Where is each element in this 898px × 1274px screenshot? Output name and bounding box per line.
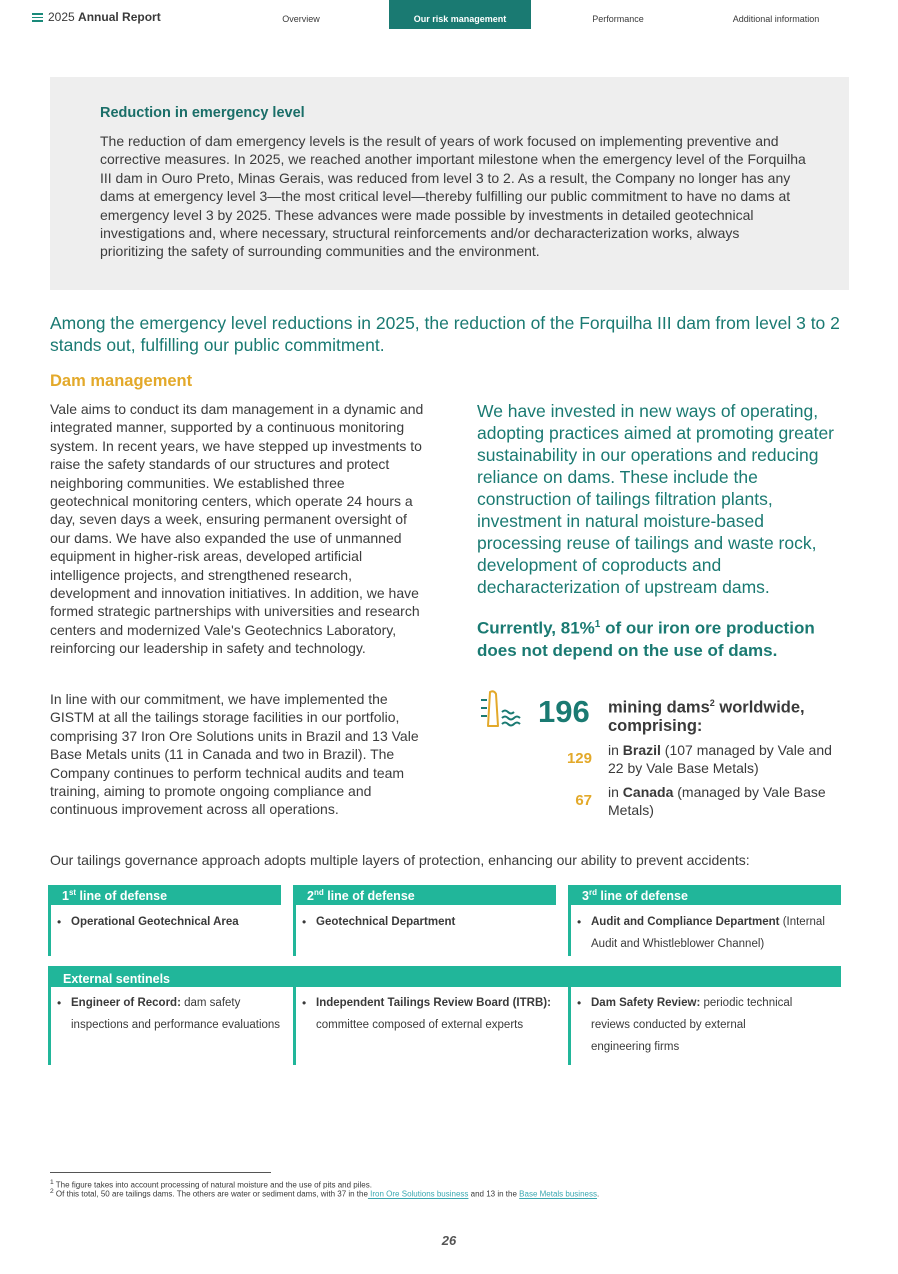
footnote-2 <box>50 1188 599 1199</box>
second-line-number: 2 <box>307 889 314 904</box>
canada-dams-label <box>608 783 848 819</box>
external-sentinels-heading: External sentinels <box>48 966 841 987</box>
brazil-prefix: in <box>608 742 623 758</box>
footnote-1-number: 1 <box>50 1179 54 1186</box>
sentinel-2-title: Independent Tailings Review Board (ITRB): <box>316 997 551 1009</box>
brazil-dams-number: 129 <box>566 750 592 767</box>
tab-our-risk-management[interactable]: Our risk management <box>389 0 531 29</box>
box-title: Reduction in emergency level <box>100 105 305 121</box>
menu-icon[interactable] <box>32 13 43 22</box>
brazil-dams-label <box>608 741 848 777</box>
governance-intro: Our tailings governance approach adopts multiple layers of protection, enhancing our ability to prevent accidents: <box>50 852 750 868</box>
footnote-ref-2: 2 <box>709 698 715 708</box>
list-item: • Geotechnical Department <box>302 911 556 933</box>
tab-overview[interactable]: Overview <box>282 14 320 24</box>
pull-quote: We have invested in new ways of operating, adopting practices aimed at promoting greater sustainability in our operations and reducing reliance on dams. These include the construction of tailings filtration plants, investment in natural moisture-based processing reuse of tailings and waste rock, development of coproducts and decharacterization of upstream dams. <box>477 401 835 597</box>
second-line-of-defense <box>293 885 556 956</box>
box-text: The reduction of dam emergency levels is the result of years of work focused on implementing preventive and corrective measures. In 2025, we reached another important milestone when the emergency level of the Forquilha III dam in Ouro Preto, Minas Gerais, was reduced from level 3 to 2. As a result, the Company no longer has any dams at emergency level 3—the most critical level—thereby fulfilling our public commitment to have no dams at emergency level 3 by 2025. These advances were made possible by investments in detailed geotechnical investigations and, where necessary, structural reinforcements and/or decharacterization works, always prioritizing the safety of surrounding communities and the environment. <box>100 133 806 260</box>
iron-ore-solutions-link[interactable]: Iron Ore Solutions business <box>367 1189 469 1199</box>
canada-dams-number: 67 <box>575 792 592 809</box>
third-line-ordinal: rd <box>588 888 597 897</box>
tab-additional-information[interactable]: Additional information <box>732 14 820 24</box>
canada-name: Canada <box>622 784 674 800</box>
iron-ore-highlight <box>477 614 849 662</box>
sentinel-3-title: Dam Safety Review: <box>591 997 701 1009</box>
brazil-name: Brazil <box>622 742 661 758</box>
brand-year: 2025 <box>48 10 75 24</box>
page-number: 26 <box>441 1233 457 1248</box>
dams-total-number: 196 <box>538 694 590 729</box>
first-line-item: Operational Geotechnical Area <box>71 916 239 928</box>
second-line-heading <box>296 885 556 905</box>
footnote-ref-1: 1 <box>594 619 601 630</box>
canada-detail: (managed by Vale Base Metals) <box>608 784 826 818</box>
footnote-divider <box>50 1172 271 1173</box>
second-line-item: Geotechnical Department <box>316 916 456 928</box>
third-line-item-detail: (Internal Audit and Whistleblower Channel) <box>591 916 825 950</box>
top-navigation <box>0 0 898 30</box>
sentinel-engineer-of-record <box>48 987 281 1065</box>
third-line-heading <box>571 885 841 905</box>
second-line-title: line of defense <box>323 889 415 904</box>
tab-performance[interactable]: Performance <box>592 14 644 24</box>
first-line-of-defense <box>48 885 281 956</box>
third-line-item-title: Audit and Compliance Department <box>591 916 780 928</box>
dam-management-paragraph-2: In line with our commitment, we have implemented the GISTM at all the tailings storage facilities in our portfolio, comprising 37 Iron Ore Solutions units in Brazil and 13 Vale Base Metals units (11 in Canada and two in Brazil). The Company continues to perform technical audits and team training, aiming to promote ongoing compliance and continuous improvement across all operations. <box>50 691 419 818</box>
sentinel-itrb <box>293 987 556 1065</box>
canada-prefix: in <box>608 784 623 800</box>
first-line-heading <box>51 885 281 905</box>
list-item: • Independent Tailings Review Board (ITRB): committee composed of external experts <box>302 996 551 1031</box>
dams-total-label-text: mining dams <box>608 698 710 717</box>
sentinel-dam-safety-review <box>568 987 808 1065</box>
list-item: • Audit and Compliance Department (Internal Audit and Whistleblower Channel) <box>577 915 825 950</box>
list-item: • Dam Safety Review: periodic technical reviews conducted by external engineering firms <box>577 996 793 1053</box>
footnote-2-text-middle: and 13 in the <box>468 1189 520 1199</box>
footnote-2-number: 2 <box>50 1188 54 1195</box>
section-title: Dam management <box>50 372 193 390</box>
list-item: • Operational Geotechnical Area <box>57 911 281 933</box>
footnote-2-text: Of this total, 50 are tailings dams. The others are water or sediment dams, with 37 in the <box>53 1189 368 1199</box>
footnote-2-text-end: . <box>596 1189 600 1199</box>
report-brand[interactable] <box>48 10 161 24</box>
dams-total-label <box>608 694 848 735</box>
second-line-ordinal: nd <box>313 888 324 897</box>
third-line-number: 3 <box>582 889 589 904</box>
first-line-title: line of defense <box>76 889 168 904</box>
dams-total-label-end: worldwide, comprising: <box>608 698 805 735</box>
first-line-number: 1 <box>62 889 69 904</box>
sentinel-1-detail: dam safety inspections and performance evaluations <box>71 997 281 1031</box>
brand-title: Annual Report <box>78 10 161 24</box>
footnote-1-text: The figure takes into account processing of natural moisture and the use of pits and piles. <box>53 1180 372 1190</box>
sentinel-3-detail: periodic technical reviews conducted by external engineering firms <box>591 997 793 1053</box>
emergency-level-box <box>50 77 849 290</box>
brazil-detail: (107 managed by Vale and 22 by Vale Base Metals) <box>608 742 832 776</box>
third-line-of-defense <box>568 885 841 956</box>
dam-management-paragraph-1: Vale aims to conduct its dam management in a dynamic and integrated manner, supported by a continuous monitoring system. In recent years, we have stepped up investments to raise the safety standards of our structures and protect neighboring communities. We established three geotechnical monitoring centers, which operate 24 hours a day, seven days a week, ensuring permanent oversight of our dams. We have also expanded the use of unmanned equipment in higher-risk areas, developed artificial intelligence projects, and strengthened research, development and innovation initiatives. In addition, we have formed strategic partnerships with universities and research centers and modernized Vale's Geotechnics Laboratory, reinforcing our leadership in safety and technology. <box>50 401 424 657</box>
first-line-ordinal: st <box>68 888 77 897</box>
lead-statement: Among the emergency level reductions in 2025, the reduction of the Forquilha III dam from level 3 to 2 stands out, fulfilling our public commitment. <box>50 313 840 355</box>
highlight-text-end: of our iron ore production does not depend on the use of dams. <box>477 618 815 660</box>
sentinel-1-title: Engineer of Record: <box>71 997 181 1009</box>
sentinel-2-detail: committee composed of external experts <box>316 1019 524 1031</box>
highlight-text-start: Currently, 81% <box>477 618 595 638</box>
third-line-title: line of defense <box>596 889 688 904</box>
list-item: • Engineer of Record: dam safety inspections and performance evaluations <box>57 996 281 1031</box>
dam-icon <box>478 688 522 732</box>
base-metals-link[interactable]: Base Metals business <box>519 1189 597 1199</box>
